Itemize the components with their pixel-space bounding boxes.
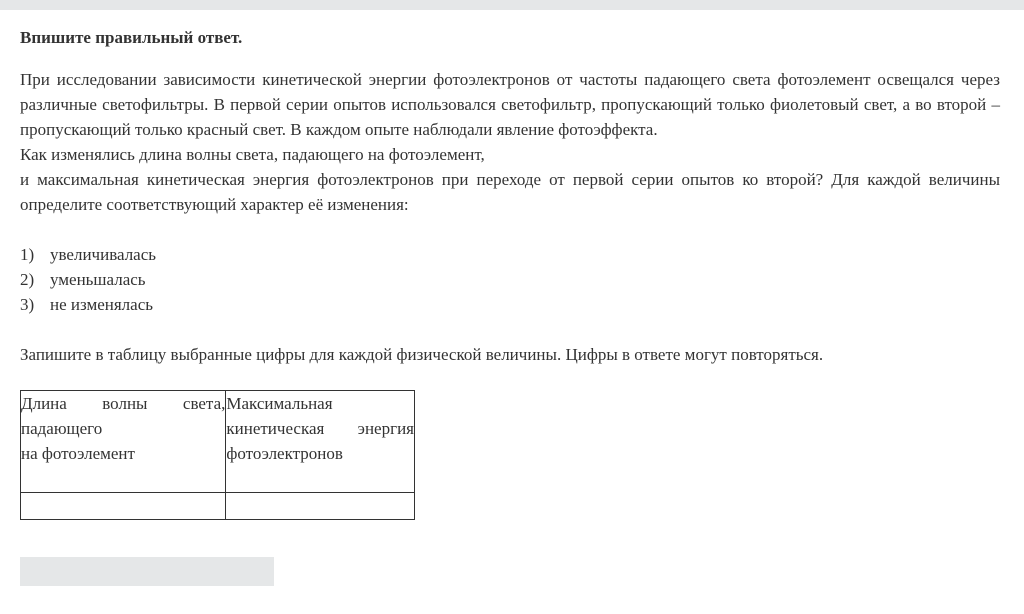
- option-number: 1): [20, 245, 35, 264]
- option-number: 2): [20, 270, 35, 289]
- option-number: 3): [20, 295, 35, 314]
- option-item: [20, 292, 1000, 317]
- top-bar: [0, 0, 1024, 10]
- answer-cell-kinetic-energy[interactable]: [226, 493, 415, 520]
- header-kinetic-energy: [226, 391, 415, 493]
- table-answer-row: [21, 493, 415, 520]
- header-energy-line-1: Максимальная: [226, 394, 333, 413]
- table-instruction: Запишите в таблицу выбранные цифры для каждой физической величины. Цифры в ответе могут повторяться.: [20, 345, 824, 364]
- instruction-text: Впишите правильный ответ.: [20, 28, 243, 47]
- header-wavelength: [21, 391, 226, 493]
- header-wavelength-line-1: Длина волны света,: [21, 394, 226, 413]
- header-energy-line-2: кинетическая энергия: [226, 419, 414, 438]
- question-block: [20, 67, 1000, 217]
- question-paragraph: При исследовании зависимости кинетической энергии фотоэлектронов от частоты падающего света фотоэлемент освещался через различные светофильтры. В первой серии опытов использовался светофильтр, пропускающий только фиолетовый свет, а во второй – пропускающий только красный свет. В каждом опыте наблюдали явление фотоэффекта.: [20, 70, 1000, 139]
- option-text: не изменялась: [50, 295, 154, 314]
- answer-table: [20, 390, 415, 520]
- question-line-1: Как изменялись длина волны света, падающего на фотоэлемент,: [20, 145, 485, 164]
- header-wavelength-line-2: падающего: [21, 419, 103, 438]
- question-line-2: и максимальная кинетическая энергия фотоэлектронов при переходе от первой серии опытов ко второй? Для каждой величины определите соответствующий характер её изменения:: [20, 170, 1000, 214]
- header-energy-line-3: фотоэлектронов: [226, 444, 343, 463]
- task-content: [20, 25, 1000, 367]
- options-list: [20, 242, 1000, 317]
- option-item: [20, 267, 1000, 292]
- answer-input-bar[interactable]: [20, 557, 274, 586]
- table-header-row: [21, 391, 415, 493]
- answer-cell-wavelength[interactable]: [21, 493, 226, 520]
- option-text: уменьшалась: [50, 270, 146, 289]
- option-text: увеличивалась: [50, 245, 157, 264]
- header-wavelength-line-3: на фотоэлемент: [21, 444, 135, 463]
- option-item: [20, 242, 1000, 267]
